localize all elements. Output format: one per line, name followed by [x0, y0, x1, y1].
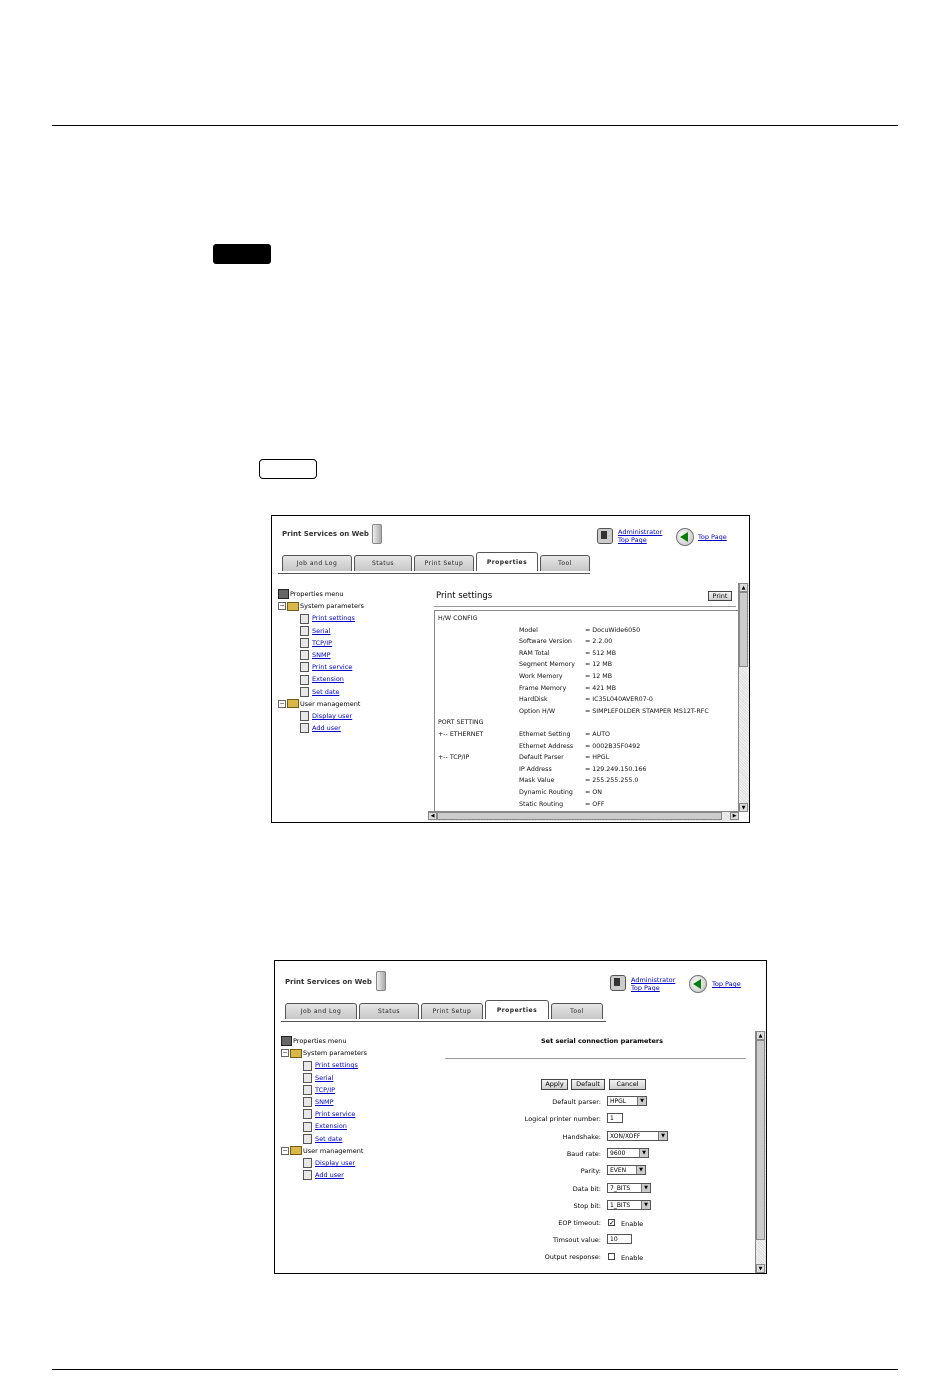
back-arrow-icon[interactable] [676, 528, 694, 546]
scroll-right-icon[interactable]: ▶ [730, 812, 739, 820]
document-icon [300, 638, 309, 648]
logical-printer-label: Logical printer number: [524, 1115, 601, 1123]
default-parser-select[interactable] [607, 1096, 647, 1106]
scroll-up-icon[interactable]: ▲ [756, 1031, 765, 1040]
handshake-select[interactable] [607, 1131, 668, 1141]
tab-baseline [278, 573, 590, 574]
administrator-link[interactable] [631, 976, 675, 992]
scroll-thumb[interactable] [756, 1040, 765, 1240]
eop-timeout-label: EOP timeout: [558, 1219, 601, 1227]
default-button[interactable]: Default [571, 1079, 605, 1090]
document-icon [303, 1122, 312, 1132]
tab-tool[interactable]: Tool [540, 555, 590, 571]
output-response-label: Output response: [544, 1253, 601, 1261]
document-icon [300, 675, 309, 685]
scroll-thumb[interactable] [739, 592, 748, 667]
properties-tree [281, 1035, 367, 1181]
tree-item-add-user[interactable]: Add user [312, 724, 341, 733]
data-bit-value: 7_BITS [610, 1185, 631, 1192]
key-badge [259, 459, 317, 479]
tree-item-print-settings[interactable]: Print settings [312, 614, 355, 623]
config-key: RAM Total [519, 649, 550, 657]
tab-job-and-log[interactable]: Job and Log [285, 1003, 357, 1019]
top-rule [52, 125, 898, 126]
config-key: IP Address [519, 765, 552, 773]
cancel-button[interactable]: Cancel [609, 1079, 646, 1090]
tab-properties[interactable]: Properties [476, 552, 538, 571]
parity-select[interactable] [607, 1165, 646, 1175]
config-key: Work Memory [519, 672, 563, 680]
top-page-link[interactable]: Top Page [712, 980, 741, 988]
config-value: = 0002B35F0492 [585, 742, 641, 750]
chevron-down-icon[interactable]: ▼ [637, 1097, 646, 1105]
config-value: = 512 MB [585, 649, 617, 657]
tab-status[interactable]: Status [359, 1003, 419, 1019]
top-page-link[interactable]: Top Page [698, 533, 727, 541]
config-key: Ethernet Address [519, 742, 574, 750]
tree-system-parameters[interactable]: System parameters [300, 602, 365, 611]
chevron-down-icon[interactable]: ▼ [636, 1166, 645, 1174]
config-key: Model [519, 626, 538, 634]
tree-item-display-user[interactable]: Display user [312, 712, 353, 721]
tree-root: Properties menu [290, 590, 344, 598]
parity-value: EVEN [610, 1167, 627, 1174]
default-parser-value: HPGL [610, 1098, 627, 1105]
default-parser-label: Default parser: [552, 1098, 601, 1106]
tree-item-tcpip[interactable]: TCP/IP [312, 638, 333, 647]
timeout-value-label: Timsout value: [553, 1236, 601, 1244]
tree-item-serial[interactable]: Serial [315, 1073, 334, 1082]
config-section: +-- ETHERNET [438, 730, 484, 738]
print-button[interactable]: Print [708, 591, 732, 601]
collapse-icon[interactable]: − [282, 1146, 288, 1154]
form-divider [445, 1058, 746, 1059]
screenshot-print-settings [271, 515, 750, 823]
scroll-down-icon[interactable]: ▼ [756, 1264, 765, 1273]
document-icon [303, 1158, 312, 1168]
title-divider [434, 606, 736, 607]
scroll-left-icon[interactable]: ◀ [428, 812, 437, 820]
tab-baseline [281, 1021, 606, 1022]
tree-item-display-user[interactable]: Display user [315, 1159, 356, 1168]
tree-item-snmp[interactable]: SNMP [312, 651, 331, 660]
config-value: = SIMPLEFOLDER STAMPER MS12T-RFC [585, 707, 709, 715]
properties-tree [278, 588, 364, 734]
config-key: HardDisk [519, 696, 548, 704]
vertical-scrollbar[interactable] [755, 1031, 766, 1273]
tree-item-print-service[interactable]: Print service [312, 663, 353, 672]
printer-icon [372, 524, 382, 544]
document-icon [300, 723, 309, 733]
tab-job-and-log[interactable]: Job and Log [282, 555, 352, 571]
data-bit-select[interactable] [607, 1183, 651, 1193]
config-value: = 421 MB [585, 684, 617, 692]
document-icon [300, 626, 309, 636]
tree-item-print-settings[interactable]: Print settings [315, 1061, 358, 1070]
document-icon [303, 1061, 312, 1071]
eop-timeout-checkbox[interactable]: ✓ [609, 1219, 615, 1227]
tree-item-snmp[interactable]: SNMP [315, 1098, 334, 1107]
administrator-icon[interactable] [597, 528, 613, 544]
handshake-value: XON/XOFF [610, 1133, 641, 1140]
stop-bit-label: Stop bit: [573, 1202, 601, 1210]
chevron-down-icon[interactable]: ▼ [639, 1149, 648, 1157]
folder-icon [290, 1049, 302, 1058]
tree-item-extension[interactable]: Extension [312, 675, 344, 684]
administrator-icon[interactable] [610, 975, 626, 991]
tab-status[interactable]: Status [354, 555, 412, 571]
tree-user-management[interactable]: User management [303, 1146, 364, 1155]
config-value: = 129.249.150.166 [585, 765, 647, 773]
document-icon [300, 711, 309, 721]
administrator-link-line1[interactable]: Administrator [631, 976, 676, 984]
brand-title: Print Services on Web [285, 978, 372, 986]
apply-button[interactable]: Apply [541, 1079, 568, 1090]
config-value: = HPGL [585, 754, 610, 762]
config-section: +-- TCP/IP [438, 754, 470, 762]
chevron-down-icon[interactable]: ▼ [658, 1132, 667, 1140]
tree-root: Properties menu [293, 1037, 347, 1045]
brand-title: Print Services on Web [282, 530, 369, 538]
config-key: Mask Value [519, 777, 555, 785]
vertical-scrollbar[interactable] [738, 583, 749, 812]
section-badge [213, 244, 271, 264]
config-value: = DocuWide6050 [585, 626, 641, 634]
folder-icon [287, 602, 299, 611]
tree-item-set-date[interactable]: Set date [312, 687, 340, 696]
document-icon [303, 1134, 312, 1144]
tab-print-setup[interactable]: Print Setup [421, 1003, 483, 1019]
administrator-link-line2[interactable]: Top Page [631, 984, 660, 992]
tree-item-serial[interactable]: Serial [312, 626, 331, 635]
scroll-up-icon[interactable]: ▲ [739, 583, 748, 592]
tree-item-tcpip[interactable]: TCP/IP [315, 1085, 336, 1094]
administrator-link[interactable] [618, 528, 662, 544]
document-icon [303, 1097, 312, 1107]
document-icon [303, 1085, 312, 1095]
output-response-checkbox[interactable] [608, 1253, 615, 1260]
stop-bit-value: 1_BITS [610, 1202, 631, 1209]
printer-icon [376, 971, 386, 991]
document-icon [300, 650, 309, 660]
document-icon [303, 1170, 312, 1180]
document-icon [303, 1073, 312, 1083]
back-arrow-icon[interactable] [689, 975, 707, 993]
tree-user-management[interactable]: User management [300, 699, 361, 708]
tab-properties[interactable]: Properties [485, 1000, 549, 1019]
collapse-icon[interactable]: − [279, 699, 285, 707]
tab-print-setup[interactable]: Print Setup [414, 555, 474, 571]
scroll-down-icon[interactable]: ▼ [739, 803, 748, 812]
tree-item-add-user[interactable]: Add user [315, 1171, 344, 1180]
tab-bar [282, 552, 592, 571]
horizontal-scrollbar[interactable] [428, 811, 739, 821]
config-key: Ethernet Setting [519, 730, 571, 738]
baud-rate-select[interactable] [607, 1148, 649, 1158]
stop-bit-select[interactable] [607, 1200, 651, 1210]
tab-bar [285, 1000, 605, 1019]
data-bit-label: Data bit: [572, 1185, 601, 1193]
handshake-label: Handshake: [562, 1133, 601, 1141]
parity-label: Parity: [580, 1167, 601, 1175]
config-value: = 12 MB [585, 672, 613, 680]
tree-item-print-service[interactable]: Print service [315, 1110, 356, 1119]
document-icon [303, 1109, 312, 1119]
tree-item-set-date[interactable]: Set date [315, 1134, 343, 1143]
tab-tool[interactable]: Tool [551, 1003, 603, 1019]
home-icon [281, 1036, 292, 1046]
form-title: Set serial connection parameters [541, 1037, 663, 1045]
collapse-icon[interactable]: − [279, 602, 285, 610]
config-key: Frame Memory [519, 684, 567, 692]
config-value: = 2.2.00 [585, 638, 613, 646]
home-icon [278, 589, 289, 599]
eop-timeout-text: Enable [621, 1220, 644, 1228]
panel-title: Print settings [436, 591, 493, 601]
chevron-down-icon[interactable]: ▼ [641, 1201, 650, 1209]
folder-icon [290, 1146, 302, 1155]
config-value: = 255.255.255.0 [585, 777, 639, 785]
config-key: Option H/W [519, 707, 556, 715]
folder-icon [287, 699, 299, 708]
logical-printer-input[interactable]: 1 [607, 1113, 623, 1123]
config-value: = IC35L040AVER07-0 [585, 696, 653, 704]
screenshot-serial-settings [274, 960, 767, 1274]
document-icon [300, 687, 309, 697]
baud-rate-value: 9600 [610, 1150, 626, 1157]
baud-rate-label: Baud rate: [566, 1150, 601, 1158]
config-key: Dynamic Routing [519, 788, 573, 796]
config-value: = ON [585, 788, 602, 796]
config-key: Static Routing [519, 800, 564, 808]
document-icon [300, 662, 309, 672]
config-value: = OFF [585, 800, 605, 808]
document-icon [300, 614, 309, 624]
config-section: PORT SETTING [438, 719, 484, 727]
administrator-link-line1[interactable]: Administrator [618, 528, 663, 536]
bottom-rule [52, 1369, 898, 1370]
hscroll-thumb[interactable] [437, 812, 722, 820]
config-key: Default Parser [519, 754, 564, 762]
tree-system-parameters[interactable]: System parameters [303, 1049, 368, 1058]
config-value: = 12 MB [585, 661, 613, 669]
config-section: H/W CONFIG [438, 615, 478, 622]
output-response-text: Enable [621, 1254, 644, 1262]
timeout-value-input[interactable]: 10 [607, 1234, 632, 1244]
chevron-down-icon[interactable]: ▼ [641, 1184, 650, 1192]
config-key: Segment Memory [519, 661, 575, 669]
config-value: = AUTO [585, 730, 610, 738]
collapse-icon[interactable]: − [282, 1049, 288, 1057]
config-key: Software Version [519, 638, 572, 646]
tree-item-extension[interactable]: Extension [315, 1122, 347, 1131]
administrator-link-line2[interactable]: Top Page [618, 536, 647, 544]
